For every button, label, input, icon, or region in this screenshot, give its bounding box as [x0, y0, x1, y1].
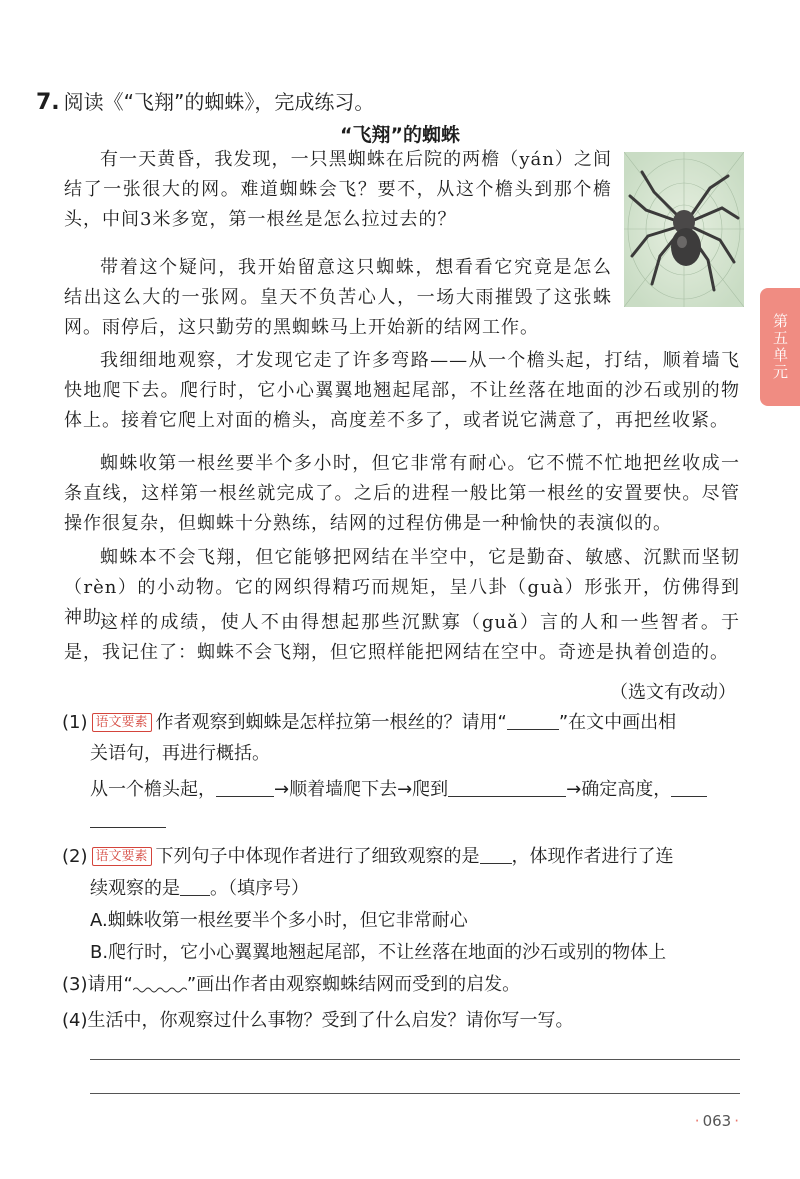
- q1-blank-1[interactable]: [216, 778, 274, 797]
- q4-number: (4): [62, 1010, 88, 1031]
- q2-line-2: [90, 874, 309, 904]
- story-paragraph-6: 这样的成绩，使人不由得想起那些沉默寡（guǎ）言的人和一些智者。于是，我记住了：蜘蛛不会飞翔，但它照样能把网结在空中。奇迹是执着创造的。: [64, 612, 740, 663]
- q2-number: (2): [62, 846, 88, 867]
- q1-blank-2[interactable]: [448, 778, 566, 797]
- q2-text-3: 续观察的是: [90, 878, 180, 899]
- story-paragraph-1: 有一天黄昏，我发现，一只黑蜘蛛在后院的两檐（yán）之间结了一张很大的网。难道蜘蛛会飞？要不，从这个檐头到那个檐头，中间3米多宽，第一根丝是怎么拉过去的？: [64, 149, 612, 230]
- question-number: 7.: [36, 90, 60, 115]
- question-header: [36, 86, 374, 115]
- q3-number: (3): [62, 974, 88, 995]
- q2-text-4: 。（填序号）: [210, 878, 309, 899]
- page-number-text: 063: [702, 1112, 732, 1130]
- q2-blank-2[interactable]: [180, 877, 210, 896]
- q1-number: (1): [62, 712, 88, 733]
- q1-line-symbol: [507, 711, 559, 730]
- story-paragraph-5: 蜘蛛本不会飞翔，但它能够把网结在半空中，它是勤奋、敏感、沉默而坚韧（rèn）的小动物。它的网织得精巧而规矩，呈八卦（guà）形张开，仿佛得到神助。: [64, 547, 740, 628]
- spider-illustration: [624, 152, 744, 307]
- q3-line: [62, 970, 520, 1000]
- q4-line: [62, 1006, 574, 1036]
- story-paragraph-3: 我细细地观察，才发现它走了许多弯路——从一个檐头起，打结，顺着墙飞快地爬下去。爬行时，它小心翼翼地翘起尾部，不让丝落在地面的沙石或别的物体上。接着它爬上对面的檐头，高度差不多了，或者说它满意了，再把丝收紧。: [64, 350, 740, 431]
- q2-text-1: 下列句子中体现作者进行了细致观察的是: [155, 846, 480, 867]
- q3-text-1: 请用“: [87, 974, 133, 995]
- q1-line-1: [62, 708, 676, 738]
- wavy-line-symbol: [133, 984, 187, 996]
- element-tag-2: 语文要素: [92, 847, 152, 866]
- q1-text-3: 关语句，再进行概括。: [90, 743, 270, 764]
- q3-text-2: ”画出作者由观察蜘蛛结网而受到的启发。: [186, 974, 521, 995]
- q2-blank-1[interactable]: [480, 845, 512, 864]
- source-note: （选文有改动）: [610, 682, 736, 703]
- page-number: [692, 1112, 742, 1130]
- q2-line-1: [62, 842, 674, 872]
- q1-flow-b: →顺着墙爬下去→爬到: [274, 779, 449, 800]
- question-prompt: 阅读《“飞翔”的蜘蛛》，完成练习。: [63, 90, 375, 114]
- q1-flow-a: 从一个檐头起，: [90, 779, 216, 800]
- q2-text-2: ，体现作者进行了连: [511, 846, 674, 867]
- q1-blank-4[interactable]: [90, 827, 166, 828]
- q1-text-2: ”在文中画出相: [558, 712, 677, 733]
- q1-flow: [90, 775, 707, 805]
- story-paragraph-4: 蜘蛛收第一根丝要半个多小时，但它非常有耐心。它不慌不忙地把丝收成一条直线，这样第一根丝就完成了。之后的进程一般比第一根丝的安置要快。尽管操作很复杂，但蜘蛛十分熟练，结网的过程仿佛是一种愉快的表演似的。: [64, 453, 740, 534]
- q4-text: 生活中，你观察过什么事物？受到了什么启发？请你写一写。: [87, 1010, 574, 1031]
- q1-text-1: 作者观察到蜘蛛是怎样拉第一根丝的？请用“: [155, 712, 507, 733]
- page-dot-right: ·: [734, 1112, 739, 1130]
- q2-option-b: B.爬行时，它小心翼翼地翘起尾部，不让丝落在地面的沙石或别的物体上: [90, 942, 667, 963]
- story-paragraph-2: 带着这个疑问，我开始留意这只蜘蛛，想看看它究竟是怎么结出这么大的一张网。皇天不负苦心人，一场大雨摧毁了这张蛛网。雨停后，这只勤劳的黑蜘蛛马上开始新的结网工作。: [64, 257, 612, 338]
- page-dot-left: ·: [694, 1112, 700, 1130]
- q1-blank-3[interactable]: [671, 778, 707, 797]
- q2-option-a: A.蜘蛛收第一根丝要半个多小时，但它非常耐心: [90, 910, 468, 931]
- answer-line-1[interactable]: [90, 1059, 740, 1060]
- q1-flow-c: →确定高度，: [566, 779, 672, 800]
- element-tag: 语文要素: [92, 713, 152, 732]
- story-title: “飞翔”的蜘蛛: [340, 124, 460, 146]
- answer-line-2[interactable]: [90, 1093, 740, 1094]
- unit-side-tab: 第五单元: [760, 288, 800, 406]
